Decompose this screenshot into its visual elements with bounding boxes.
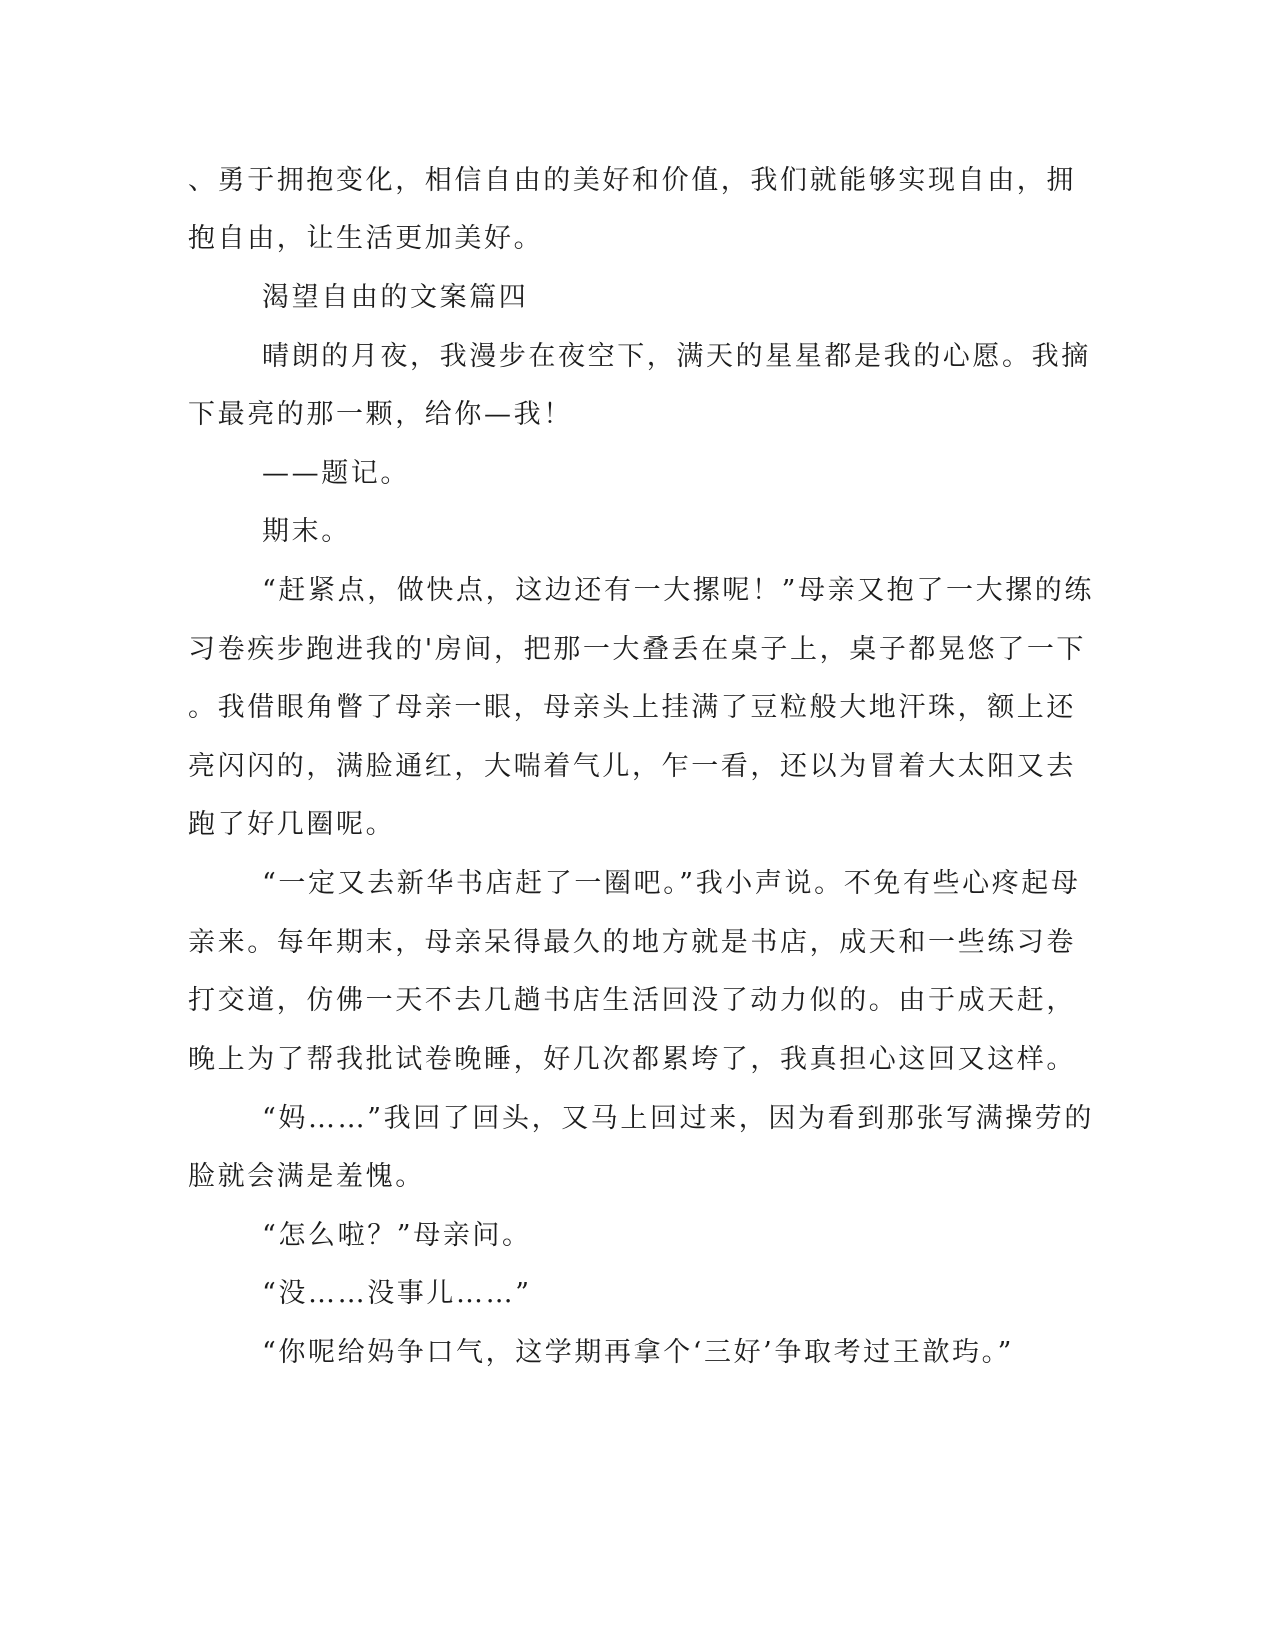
text-line: 晚上为了帮我批试卷晚睡，好几次都累垮了，我真担心这回又这样。 [188,1044,1076,1075]
text-line: 习卷疾步跑进我的'房间，把那一大叠丢在桌子上，桌子都晃悠了一下 [188,634,1087,665]
text-line: 亲来。每年期末，母亲呆得最久的地方就是书店，成天和一些练习卷 [188,927,1076,958]
text-line: “没……没事儿……” [262,1278,532,1309]
section-heading: 渴望自由的文案篇四 [262,282,529,313]
text-line: 亮闪闪的，满脸通红，大喘着气儿，乍一看，还以为冒着大太阳又去 [188,751,1076,782]
text-line: “妈……”我回了回头，又马上回过来，因为看到那张写满操劳的 [262,1103,1095,1134]
text-line: “你呢给妈争口气，这学期再拿个‘三好’争取考过王歆玙。” [262,1337,1015,1368]
text-line: 。我借眼角瞥了母亲一眼，母亲头上挂满了豆粒般大地汗珠，额上还 [188,692,1076,723]
text-line: 期末。 [262,516,351,547]
text-line: 打交道，仿佛一天不去几趟书店生活回没了动力似的。由于成天赶， [188,985,1076,1016]
text-line: “怎么啦？”母亲问。 [262,1220,532,1251]
text-line: 下最亮的那一颗，给你—我！ [188,399,573,430]
text-line: 脸就会满是羞愧。 [188,1161,425,1192]
text-line: 跑了好几圈呢。 [188,809,396,840]
text-line: 、勇于拥抱变化，相信自由的美好和价值，我们就能够实现自由，拥 [188,165,1076,196]
epigraph-attribution: ——题记。 [262,458,410,489]
text-line: 晴朗的月夜，我漫步在夜空下，满天的星星都是我的心愿。我摘 [262,341,1091,372]
text-line: 抱自由，让生活更加美好。 [188,223,544,254]
text-line: “赶紧点，做快点，这边还有一大摞呢！”母亲又抱了一大摞的练 [262,575,1095,606]
text-line: “一定又去新华书店赶了一圈吧。”我小声说。不免有些心疼起母 [262,868,1081,899]
